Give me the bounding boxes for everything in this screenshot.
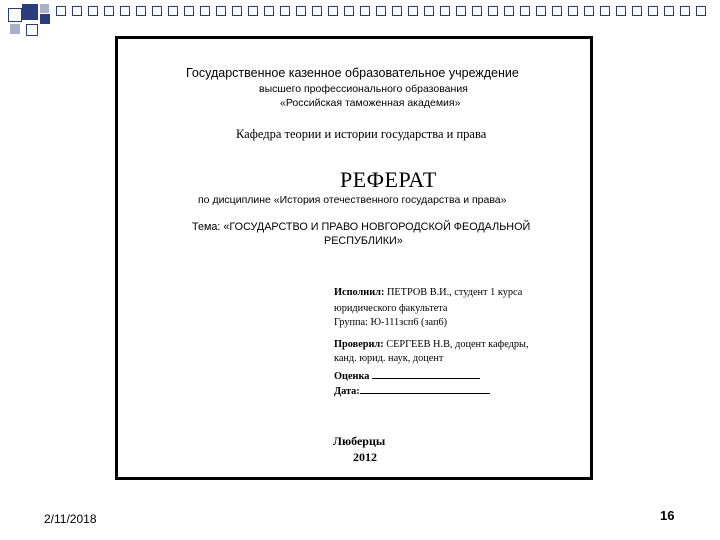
decor-square <box>568 6 578 16</box>
decor-square <box>296 6 306 16</box>
decor-square <box>200 6 210 16</box>
grade-label: Оценка <box>334 371 370 382</box>
decor-square <box>184 6 194 16</box>
decor-square <box>696 6 706 16</box>
decor-square <box>392 6 402 16</box>
group: Группа: Ю-111зсп6 (зап6) <box>334 317 448 328</box>
decor-square <box>232 6 242 16</box>
decor-square <box>312 6 322 16</box>
institution-title: Государственное казенное образовательное учреждение <box>186 66 519 80</box>
checker-degree: канд. юрид. наук, доцент <box>334 353 444 364</box>
slide-page-number: 16 <box>660 508 675 523</box>
decor-square <box>424 6 434 16</box>
checker <box>334 339 529 350</box>
grade-line <box>372 368 480 379</box>
decor-square <box>264 6 274 16</box>
decor-square <box>488 6 498 16</box>
decor-square <box>648 6 658 16</box>
decor-square <box>216 6 226 16</box>
performer <box>334 287 522 298</box>
decor-square <box>72 6 82 16</box>
date-field <box>334 383 490 397</box>
decor-square <box>26 24 38 36</box>
decor-square <box>328 6 338 16</box>
institution-subtitle: высшего профессионального образования <box>259 83 468 95</box>
decor-square <box>152 6 162 16</box>
institution-name: «Российская таможенная академия» <box>280 97 461 109</box>
date-line <box>360 383 490 394</box>
decor-square <box>408 6 418 16</box>
decor-square <box>56 6 66 16</box>
decor-square <box>456 6 466 16</box>
decor-square <box>680 6 690 16</box>
performer-faculty: юридического факультета <box>334 303 448 314</box>
topic-line-2: РЕСПУБЛИКИ» <box>324 235 403 247</box>
decor-square <box>22 4 38 20</box>
year: 2012 <box>353 450 377 464</box>
document-type: РЕФЕРАТ <box>340 167 437 192</box>
checker-label: Проверил: <box>334 339 384 350</box>
decor-square <box>536 6 546 16</box>
decor-square <box>440 6 450 16</box>
date-label: Дата: <box>334 386 360 397</box>
decor-square <box>600 6 610 16</box>
decor-square <box>504 6 514 16</box>
decor-square <box>248 6 258 16</box>
decor-square <box>168 6 178 16</box>
checker-value: СЕРГЕЕВ Н.В, доцент кафедры, <box>383 339 529 350</box>
decor-square <box>136 6 146 16</box>
decor-square <box>376 6 386 16</box>
decor-square <box>104 6 114 16</box>
decor-square <box>88 6 98 16</box>
slide-date: 2/11/2018 <box>44 512 97 526</box>
decor-square <box>8 8 22 22</box>
decor-square <box>40 14 50 24</box>
decor-square <box>280 6 290 16</box>
decor-square <box>40 4 49 13</box>
performer-label: Исполнил: <box>334 287 385 298</box>
grade-field <box>334 368 480 382</box>
decor-square <box>472 6 482 16</box>
decor-square <box>632 6 642 16</box>
decor-square <box>664 6 674 16</box>
document-page <box>115 36 593 480</box>
decor-square <box>520 6 530 16</box>
decor-square <box>616 6 626 16</box>
decor-square <box>120 6 130 16</box>
department-name: Кафедра теории и истории государства и права <box>236 127 487 141</box>
discipline: по дисциплине «История отечественного государства и права» <box>198 194 507 206</box>
decor-square <box>360 6 370 16</box>
decor-square <box>584 6 594 16</box>
decor-square <box>10 24 20 34</box>
city: Люберцы <box>333 434 386 448</box>
decor-square <box>552 6 562 16</box>
performer-value: ПЕТРОВ В.И., студент 1 курса <box>384 287 523 298</box>
topic-line-1: Тема: «ГОСУДАРСТВО И ПРАВО НОВГОРОДСКОЙ ФЕОДАЛЬНОЙ <box>192 221 531 233</box>
decor-square <box>344 6 354 16</box>
